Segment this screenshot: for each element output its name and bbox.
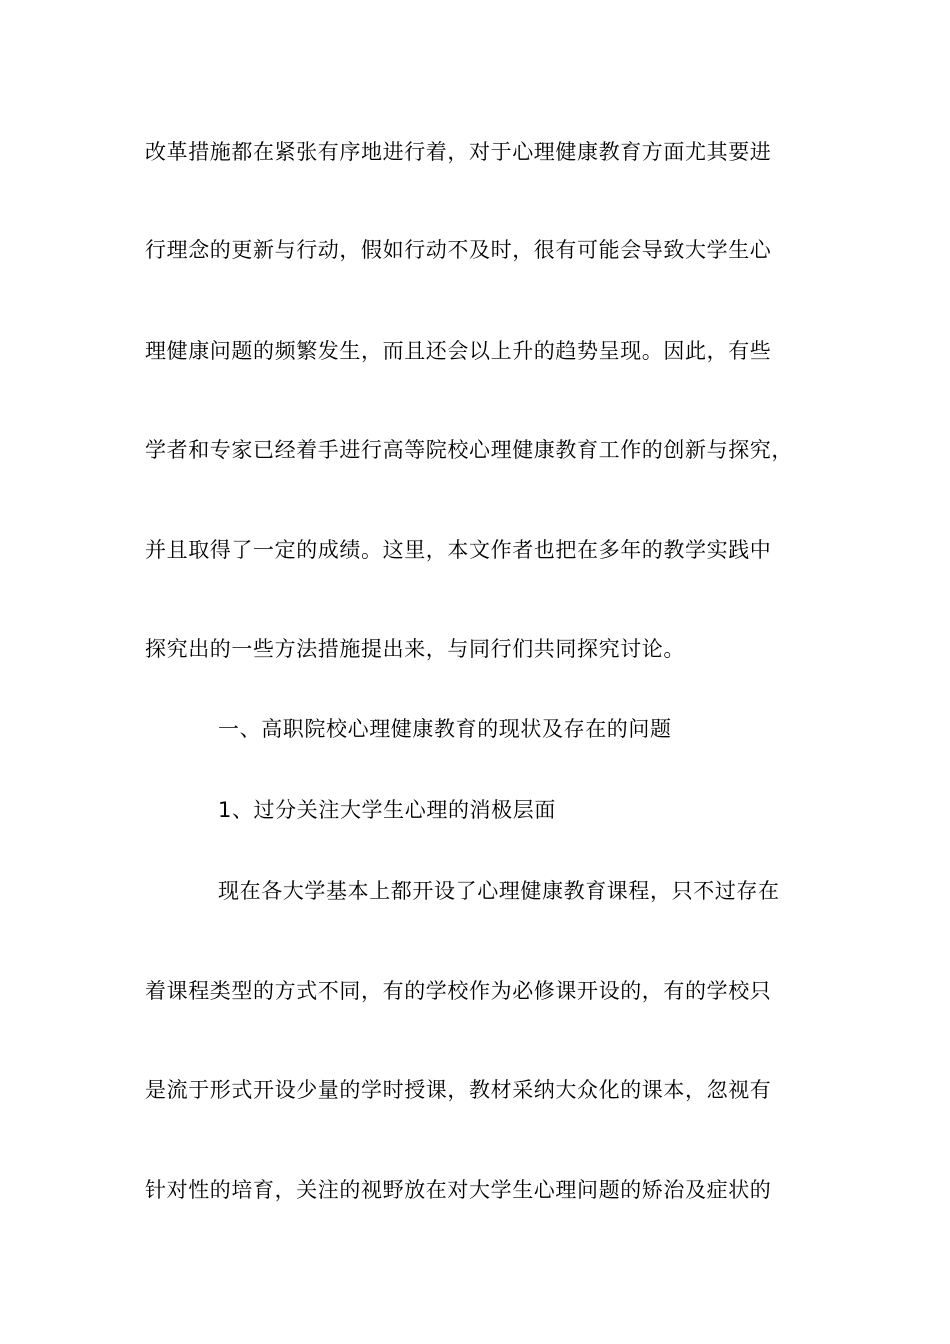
paragraph-line: 并且取得了一定的成绩。这里，本文作者也把在多年的教学实践中 bbox=[145, 538, 772, 562]
paragraph-line: 学者和专家已经着手进行高等院校心理健康教育工作的创新与探究， bbox=[145, 438, 793, 462]
paragraph-line: 探究出的一些方法措施提出来，与同行们共同探究讨论。 bbox=[145, 637, 685, 661]
paragraph-line: 着课程类型的方式不同，有的学校作为必修课开设的，有的学校只 bbox=[145, 979, 772, 1003]
section-heading: 一、高职院校心理健康教育的现状及存在的问题 bbox=[218, 717, 672, 741]
paragraph-line: 是流于形式开设少量的学时授课，教材采纳大众化的课本，忽视有 bbox=[145, 1078, 772, 1102]
paragraph-line: 改革措施都在紧张有序地进行着，对于心理健康教育方面尤其要进 bbox=[145, 140, 772, 164]
paragraph-line: 针对性的培育，关注的视野放在对大学生心理问题的矫治及症状的 bbox=[145, 1178, 772, 1202]
subsection-heading: 1、过分关注大学生心理的消极层面 bbox=[218, 798, 556, 822]
paragraph-line: 行理念的更新与行动，假如行动不及时，很有可能会导致大学生心 bbox=[145, 238, 772, 262]
paragraph-line: 现在各大学基本上都开设了心理健康教育课程，只不过存在 bbox=[218, 879, 780, 903]
paragraph-line: 理健康问题的频繁发生，而且还会以上升的趋势呈现。因此，有些 bbox=[145, 339, 772, 363]
